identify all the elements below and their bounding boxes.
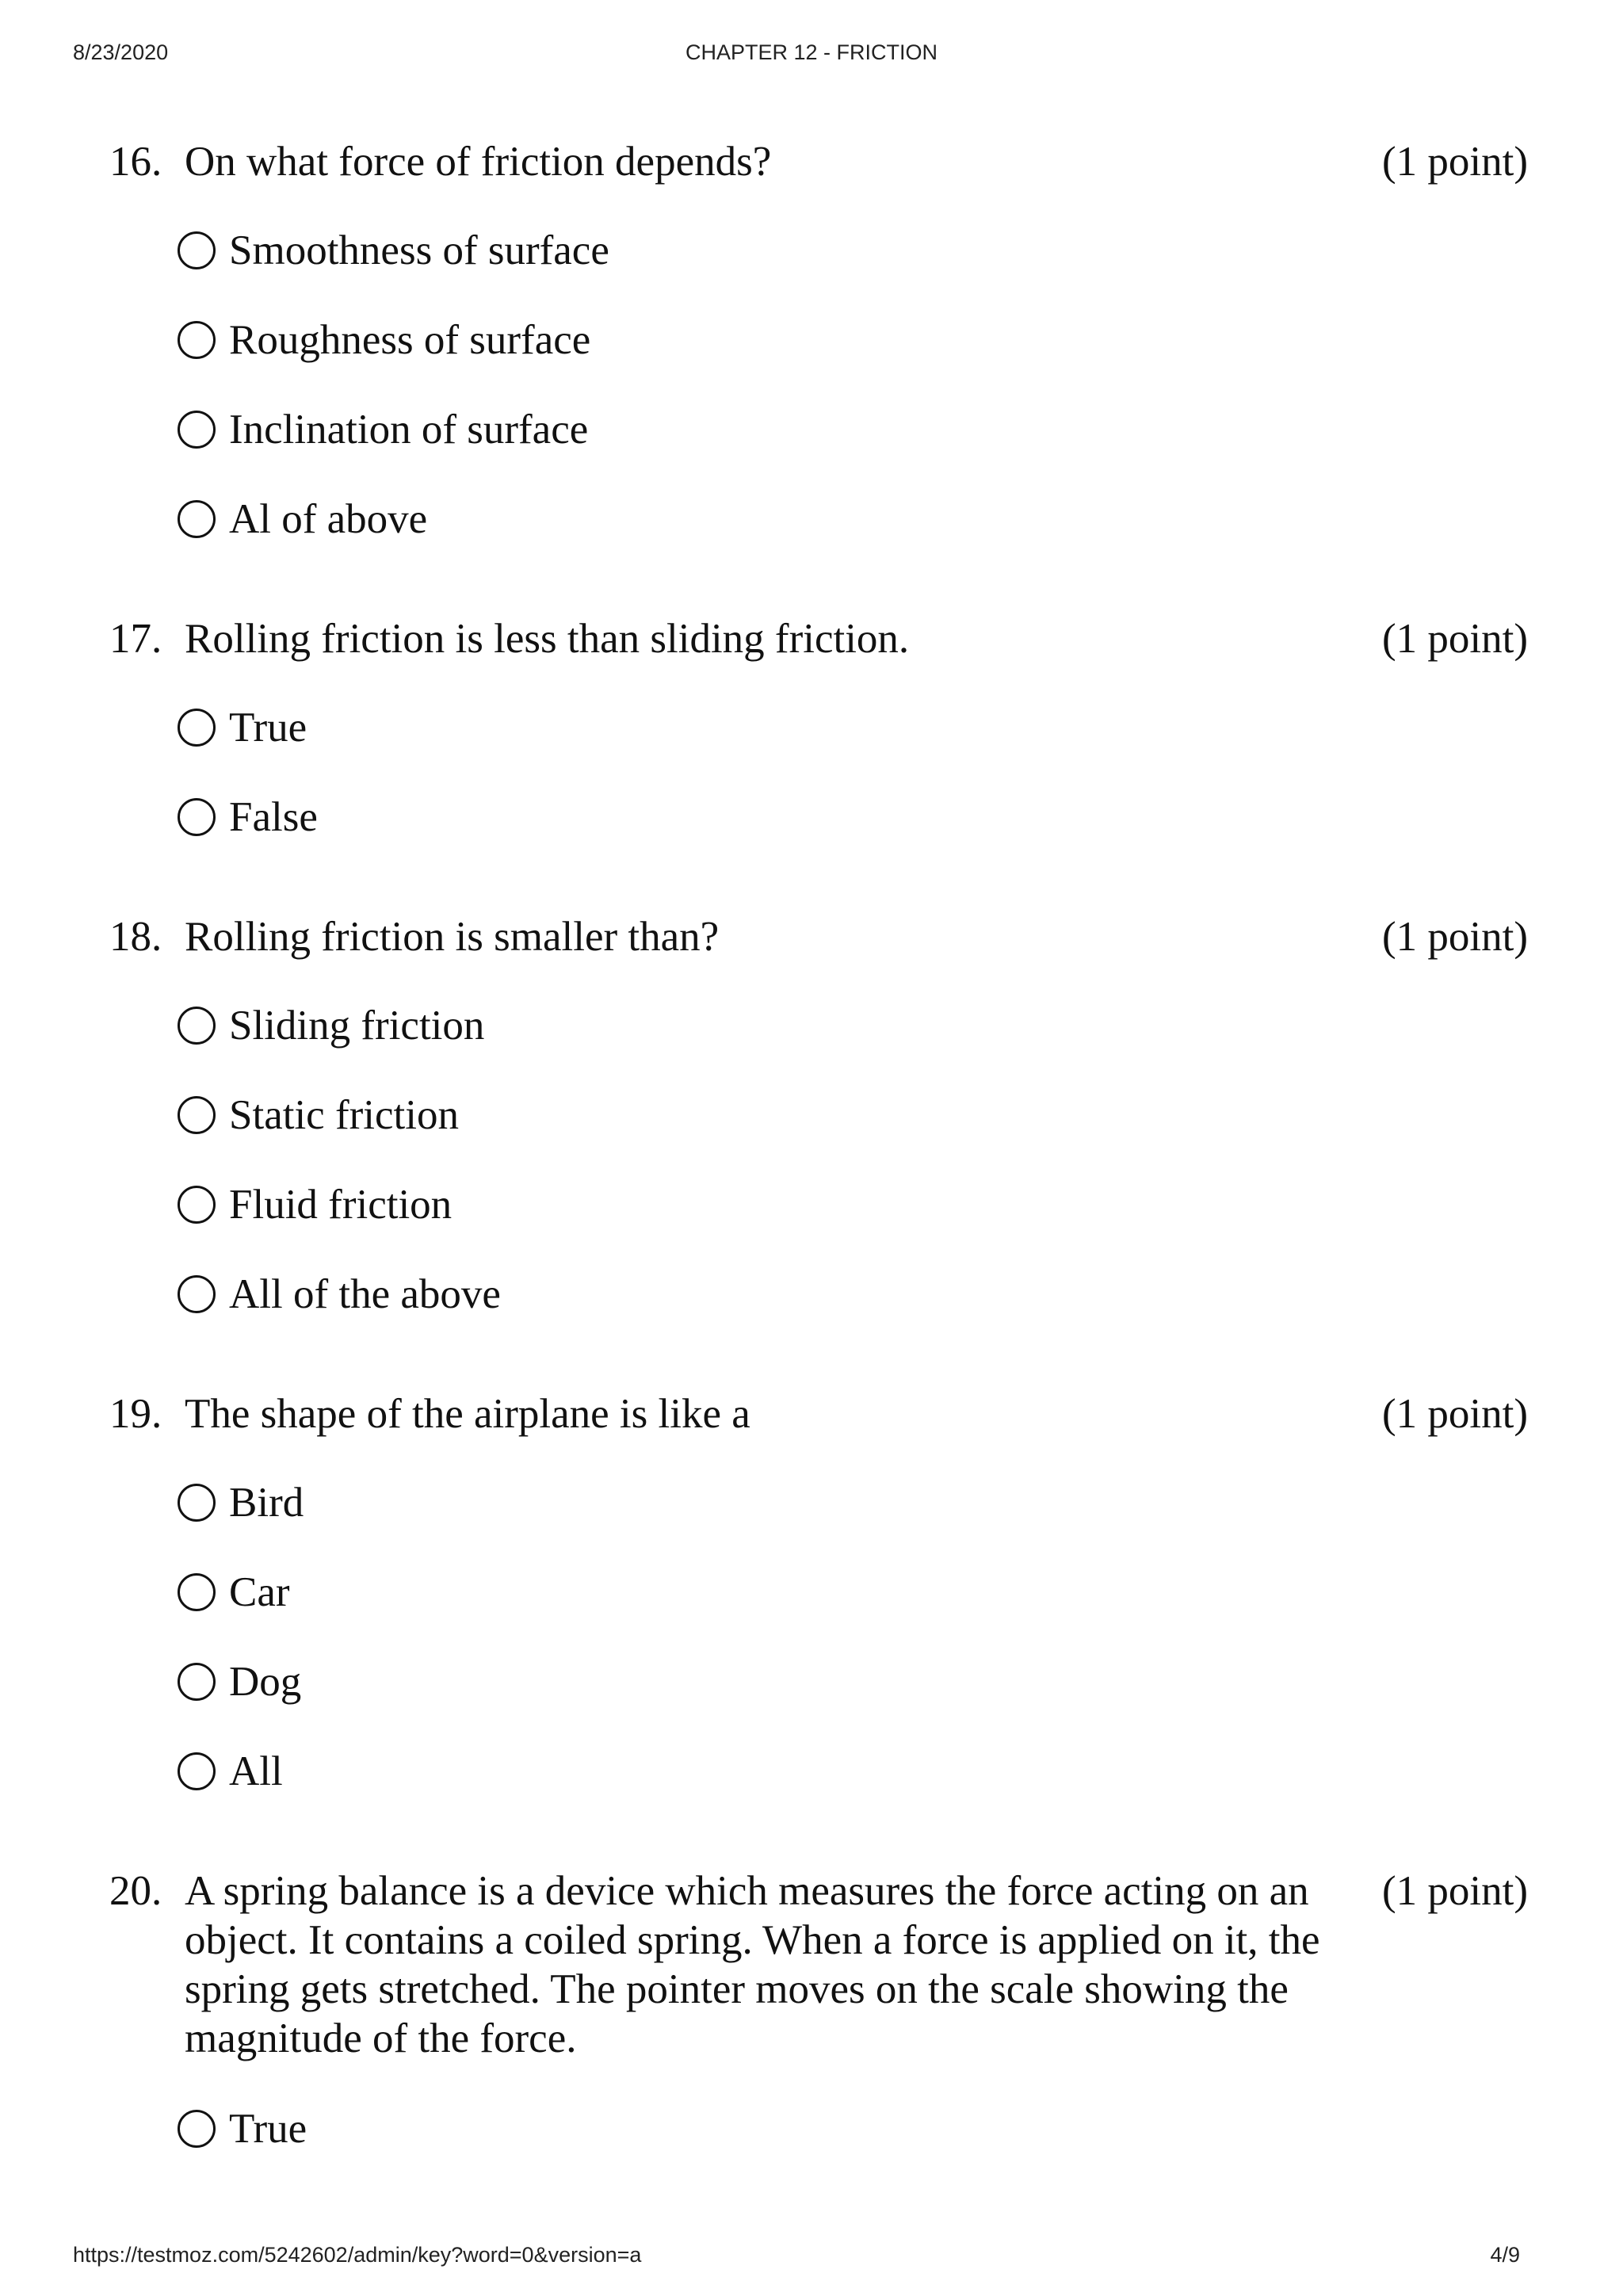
radio-button-icon[interactable] — [178, 1573, 216, 1611]
answer-option[interactable] — [178, 1091, 459, 1140]
header-title: CHAPTER 12 - FRICTION — [685, 40, 938, 64]
option-label: Smoothness of surface — [229, 227, 609, 273]
question-18 — [109, 912, 1528, 1317]
option-label: True — [229, 705, 307, 751]
question-20 — [109, 1866, 1528, 2152]
header-date: 8/23/2020 — [73, 40, 169, 64]
question-text: Rolling friction is smaller than? — [185, 914, 720, 960]
question-number: 19. — [109, 1391, 162, 1437]
answer-option[interactable] — [178, 495, 427, 544]
answer-option[interactable] — [178, 226, 609, 275]
question-header — [109, 1389, 1528, 1438]
radio-button-icon[interactable] — [178, 411, 216, 449]
question-number: 17. — [109, 616, 162, 662]
question-header — [109, 614, 1528, 663]
question-text: A spring balance is a device which measures the force acting on an object. It contains a coiled spring. When a force is applied on it, the spring gets stretched. The pointer moves on the scale showing the magnitude of the force. — [185, 1868, 1320, 2061]
option-label: Bird — [229, 1480, 304, 1526]
answer-option[interactable] — [178, 1478, 304, 1527]
answer-option[interactable] — [178, 1568, 290, 1617]
radio-button-icon[interactable] — [178, 1096, 216, 1134]
question-text: Rolling friction is less than sliding friction. — [185, 616, 910, 662]
radio-button-icon[interactable] — [178, 1007, 216, 1045]
answer-option[interactable] — [178, 1270, 501, 1319]
option-label: Dog — [229, 1659, 302, 1705]
answer-option[interactable] — [178, 2104, 307, 2153]
option-label: True — [229, 2106, 307, 2152]
option-label: Roughness of surface — [229, 317, 591, 363]
question-points: (1 point) — [1382, 914, 1528, 960]
question-19 — [109, 1389, 1528, 1794]
answer-option[interactable] — [178, 315, 590, 365]
question-number: 16. — [109, 139, 162, 185]
radio-button-icon[interactable] — [178, 709, 216, 747]
radio-button-icon[interactable] — [178, 1752, 216, 1790]
footer-url: https://testmoz.com/5242602/admin/key?word=0&version=a — [73, 2243, 642, 2267]
question-points: (1 point) — [1382, 139, 1528, 185]
radio-button-icon[interactable] — [178, 2110, 216, 2148]
option-label: Static friction — [229, 1092, 459, 1138]
question-number: 20. — [109, 1868, 162, 1914]
question-points: (1 point) — [1382, 1391, 1528, 1437]
radio-button-icon[interactable] — [178, 231, 216, 269]
radio-button-icon[interactable] — [178, 1275, 216, 1313]
answer-option[interactable] — [178, 1747, 283, 1796]
question-points: (1 point) — [1382, 616, 1528, 662]
radio-button-icon[interactable] — [178, 1663, 216, 1701]
radio-button-icon[interactable] — [178, 798, 216, 836]
option-label: All of the above — [229, 1271, 501, 1317]
question-text: On what force of friction depends? — [185, 139, 772, 185]
answer-option[interactable] — [178, 703, 307, 752]
question-16 — [109, 137, 1528, 542]
option-label: All — [229, 1748, 283, 1794]
answer-option[interactable] — [178, 793, 318, 842]
question-header — [109, 137, 1528, 186]
question-17 — [109, 614, 1528, 840]
option-label: Fluid friction — [229, 1182, 453, 1228]
option-label: Al of above — [229, 496, 428, 542]
question-points: (1 point) — [1382, 1868, 1528, 1914]
answer-option[interactable] — [178, 1657, 301, 1706]
question-header — [109, 1866, 1528, 2063]
question-number: 18. — [109, 914, 162, 960]
question-text: The shape of the airplane is like a — [185, 1391, 750, 1437]
answer-option[interactable] — [178, 405, 588, 454]
question-header — [109, 912, 1528, 961]
answer-option[interactable] — [178, 1001, 484, 1050]
footer-page-number: 4/9 — [1490, 2243, 1520, 2267]
option-label: Sliding friction — [229, 1003, 485, 1049]
option-label: False — [229, 794, 318, 840]
radio-button-icon[interactable] — [178, 1186, 216, 1224]
option-label: Car — [229, 1569, 290, 1615]
answer-option[interactable] — [178, 1180, 452, 1229]
radio-button-icon[interactable] — [178, 500, 216, 538]
radio-button-icon[interactable] — [178, 321, 216, 359]
radio-button-icon[interactable] — [178, 1484, 216, 1522]
option-label: Inclination of surface — [229, 407, 589, 453]
